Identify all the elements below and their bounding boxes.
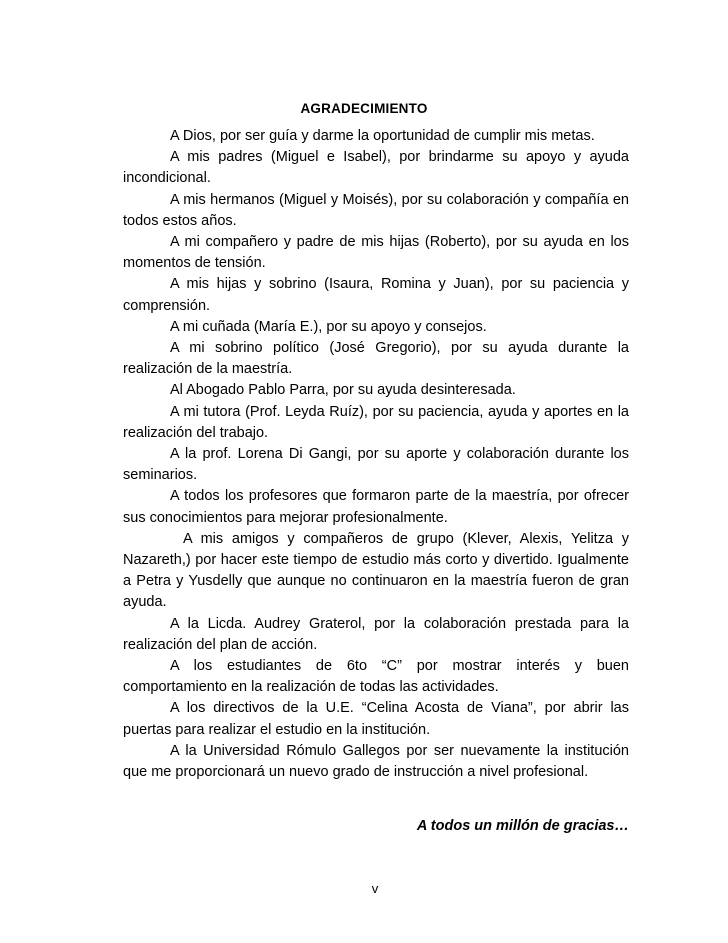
- paragraph-god: A Dios, por ser guía y darme la oportunidad de cumplir mis metas.: [170, 128, 595, 144]
- closing-line: A todos un millón de gracias…: [416, 818, 629, 834]
- page-number: v: [371, 881, 379, 896]
- paragraph-siblings: A mis hermanos (Miguel y Moisés), por su colaboración y compañía en todos estos años.: [123, 191, 629, 229]
- paragraph-parents: A mis padres (Miguel e Isabel), por brindarme su apoyo y ayuda incondicional.: [123, 149, 629, 187]
- paragraph-partner: A mi compañero y padre de mis hijas (Roberto), por su ayuda en los momentos de tensión.: [123, 234, 629, 272]
- paragraph-sister-in-law: A mi cuñada (María E.), por su apoyo y consejos.: [170, 318, 487, 335]
- paragraph-faculty: A todos los profesores que formaron parte de la maestría, por ofrecer sus conocimientos para mejorar profesionalmente.: [123, 488, 629, 526]
- paragraph-students: A los estudiantes de 6to “C” por mostrar interés y buen comportamiento en la realización de todas las actividades.: [123, 658, 629, 696]
- paragraph-university: A la Universidad Rómulo Gallegos por ser nuevamente la institución que me proporcionará un nuevo grado de instrucción a nivel profesional.: [123, 742, 629, 781]
- paragraph-children: A mis hijas y sobrino (Isaura, Romina y Juan), por su paciencia y comprensión.: [123, 276, 629, 314]
- page-title: AGRADECIMIENTO: [300, 101, 428, 116]
- paragraph-tutor: A mi tutora (Prof. Leyda Ruíz), por su paciencia, ayuda y aportes en la realización del trabajo.: [123, 403, 629, 441]
- paragraph-directors: A los directivos de la U.E. “Celina Acosta de Viana”, por abrir las puertas para realizar el estudio en la institución.: [123, 700, 629, 738]
- paragraph-friends: A mis amigos y compañeros de grupo (Klever, Alexis, Yelitza y Nazareth,) por hacer este tiempo de estudio más corto y divertido. Igualmente a Petra y Yusdelly que aunque no continuaron en la maestría fueron de gran ayuda.: [123, 530, 629, 611]
- paragraph-nephew: A mi sobrino político (José Gregorio), por su ayuda durante la realización de la maestría.: [123, 340, 629, 378]
- paragraph-professor: A la prof. Lorena Di Gangi, por su aporte y colaboración durante los seminarios.: [123, 446, 629, 484]
- paragraph-licda: A la Licda. Audrey Graterol, por la colaboración prestada para la realización del plan de acción.: [123, 615, 629, 653]
- paragraph-lawyer: Al Abogado Pablo Parra, por su ayuda desinteresada.: [170, 382, 516, 399]
- acknowledgements-body: [123, 126, 629, 783]
